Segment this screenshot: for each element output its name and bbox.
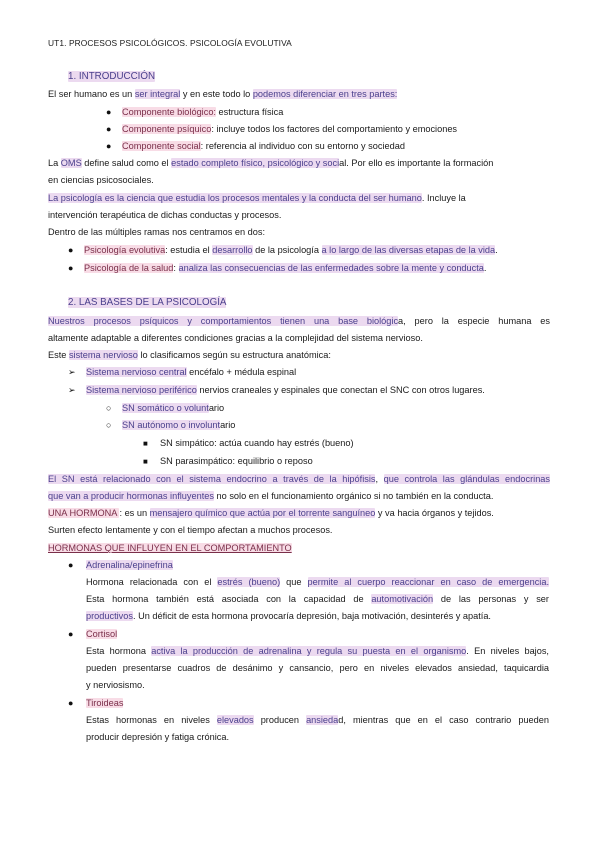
text-run: ario xyxy=(220,420,236,430)
highlight-run: OMS xyxy=(60,158,82,168)
hormone-definition xyxy=(48,507,494,520)
highlight-run: ser integral xyxy=(134,89,181,99)
text-run: Esta hormona xyxy=(86,646,152,656)
bullet-dot-icon: ● xyxy=(68,263,74,273)
branches-intro: Dentro de las múltiples ramas nos centramos en dos: xyxy=(48,227,266,237)
biological-base-paragraph xyxy=(48,315,550,328)
psychology-definition-cont: intervención terapéutica de dichas conductas y procesos. xyxy=(48,210,282,220)
text-run: que xyxy=(280,577,308,587)
bullet-arrow-icon: ➢ xyxy=(68,385,76,395)
text-run: Estas hormonas en niveles xyxy=(86,715,217,725)
text-run: . Incluye la xyxy=(421,193,466,203)
bullet-square-icon: ■ xyxy=(143,457,148,466)
highlight-run: Adrenalina/epinefrina xyxy=(86,560,173,570)
highlight-run: ansieda xyxy=(306,715,339,725)
text-run: : xyxy=(173,263,179,273)
highlight-run: Nuestros procesos psíquicos y comportamientos tienen una base biológic xyxy=(48,316,399,326)
text-run: : incluye todos los factores del comportamiento y emociones xyxy=(211,124,458,134)
highlight-run: mensajero químico que actúa por el torrente sanguíneo xyxy=(149,508,376,518)
highlight-run: permite al cuerpo reaccionar en caso de emergencia. xyxy=(307,577,549,587)
highlight-run: elevados xyxy=(216,715,254,725)
text-run: . xyxy=(495,245,498,255)
section-2-heading xyxy=(68,296,226,309)
text-run: define salud como el xyxy=(81,158,172,168)
bullet-dot-icon: ● xyxy=(68,698,74,708)
highlight-run: estrés (bueno) xyxy=(217,577,281,587)
highlight-run: podemos diferenciar en tres partes: xyxy=(252,89,398,99)
text-run: : es un xyxy=(119,508,150,518)
text-run: de las personas y ser xyxy=(433,594,549,604)
text-run: y va hacia órganos y tejidos. xyxy=(375,508,494,518)
highlight-run: Sistema nervioso central xyxy=(86,367,187,377)
text-run: La xyxy=(48,158,61,168)
text-run: de la psicología xyxy=(252,245,322,255)
highlight-run: sistema nervioso xyxy=(68,350,138,360)
text-run: , xyxy=(375,474,384,484)
text-run: y en este todo lo xyxy=(180,89,253,99)
component-item xyxy=(122,123,457,136)
hormones-heading xyxy=(48,542,292,555)
highlight-run: que van a producir hormonas influyentes xyxy=(48,491,214,501)
text-run: lo clasificamos según su estructura anatómica: xyxy=(137,350,331,360)
component-item xyxy=(122,106,283,119)
highlight-run: Psicología evolutiva xyxy=(84,245,166,255)
text-run: Hormona relacionada con el xyxy=(86,577,218,587)
adrenalina-line-1 xyxy=(86,576,549,589)
hormone-title-adrenalina xyxy=(86,559,173,572)
text-run: . Un déficit de esta hormona provocaría depresión, baja motivación, desinterés y apatía. xyxy=(132,611,491,621)
text-run: . xyxy=(483,263,487,273)
bullet-arrow-icon: ➢ xyxy=(68,367,76,377)
highlight-run: activa la producción de adrenalina y regula su puesta en el organismo xyxy=(151,646,467,656)
highlight-run: El SN está relacionado con el sistema endocrino a través de la hipófisis xyxy=(48,474,376,484)
endocrine-paragraph-cont xyxy=(48,490,493,503)
psychology-definition xyxy=(48,192,466,205)
hormone-title-cortisol xyxy=(86,628,117,641)
bullet-dot-icon: ● xyxy=(106,107,112,117)
highlight-run: Tiroideas xyxy=(86,698,124,708)
highlight-run: SN somático o volunt xyxy=(122,403,209,413)
intro-paragraph xyxy=(48,88,397,101)
autonomic-item xyxy=(122,419,235,432)
oms-paragraph-cont: en ciencias psicosociales. xyxy=(48,175,154,185)
bullet-dot-icon: ● xyxy=(68,245,74,255)
parasympathetic-item: SN parasimpático: equilibrio o reposo xyxy=(160,456,313,466)
snp-item xyxy=(86,384,485,397)
text-run: ario xyxy=(208,403,225,413)
text-run: a, pero la especie humana es xyxy=(398,316,550,326)
highlight-run: a lo largo de las diversas etapas de la vida xyxy=(321,245,496,255)
hormones-heading-text: HORMONAS QUE INFLUYEN EN EL COMPORTAMIENTO xyxy=(48,543,292,553)
text-run: . En niveles bajos, xyxy=(466,646,549,656)
section-2-heading-text: 2. LAS BASES DE LA PSICOLOGÍA xyxy=(68,297,227,308)
highlight-run: Componente biológico: xyxy=(122,107,216,117)
snc-item xyxy=(86,366,296,379)
biological-base-paragraph-cont: altamente adaptable a diferentes condiciones gracias a la complejidad del sistema nervioso. xyxy=(48,333,423,343)
text-run: producen xyxy=(253,715,307,725)
highlight-run: SN autónomo o involunt xyxy=(122,420,221,430)
highlight-run: productivos xyxy=(86,611,133,621)
hormone-title-tiroideas xyxy=(86,697,123,710)
highlight-run: Sistema nervioso periférico xyxy=(86,385,197,395)
adrenalina-line-3 xyxy=(86,610,491,623)
highlight-run: automotivación xyxy=(371,594,434,604)
bullet-dot-icon: ● xyxy=(68,629,74,639)
document-title: UT1. PROCESOS PSICOLÓGICOS. PSICOLOGÍA EVOLUTIVA xyxy=(48,38,292,48)
text-run: Este xyxy=(48,350,69,360)
text-run: estructura física xyxy=(215,107,284,117)
text-run: al. Por ello es importante la formación xyxy=(339,158,494,168)
cortisol-line-2: pueden presentarse cuadros de desánimo y cansancio, pero en niveles elevados ansiedad, taquicardia xyxy=(86,663,549,673)
cortisol-line-3: y nerviosismo. xyxy=(86,680,145,690)
highlight-run: Cortisol xyxy=(86,629,118,639)
highlight-run: Componente social xyxy=(122,141,201,151)
highlight-run: UNA HORMONA xyxy=(48,508,120,518)
tiroideas-line-2: producir depresión y fatiga crónica. xyxy=(86,732,229,742)
endocrine-paragraph xyxy=(48,473,550,486)
highlight-run: estado completo físico, psicológico y soci xyxy=(171,158,340,168)
section-1-heading-text: 1. INTRODUCCIÓN xyxy=(68,71,156,82)
bullet-circle-icon: ○ xyxy=(106,403,112,413)
adrenalina-line-2 xyxy=(86,593,549,606)
branch-item-salud xyxy=(84,262,486,275)
text-run: no solo en el funcionamiento orgánico si no también en la conducta. xyxy=(214,491,494,501)
highlight-run: La psicología es la ciencia que estudia los procesos mentales y la conducta del ser humano xyxy=(48,193,422,203)
bullet-circle-icon: ○ xyxy=(106,420,112,430)
text-run: : estudia el xyxy=(165,245,213,255)
highlight-run: que controla las glándulas endocrinas xyxy=(383,474,551,484)
bullet-dot-icon: ● xyxy=(106,124,112,134)
cortisol-line-1 xyxy=(86,645,549,658)
text-run: Esta hormona también está asociada con la capacidad de xyxy=(86,594,372,604)
text-run: : referencia al individuo con su entorno y sociedad xyxy=(200,141,405,151)
nervous-system-intro xyxy=(48,349,331,362)
highlight-run: desarrollo xyxy=(212,245,253,255)
bullet-dot-icon: ● xyxy=(68,560,74,570)
bullet-dot-icon: ● xyxy=(106,141,112,151)
highlight-run: Componente psíquico xyxy=(122,124,212,134)
text-run: nervios craneales y espinales que conectan el SNC con otros lugares. xyxy=(196,385,485,395)
tiroideas-line-1 xyxy=(86,714,549,727)
section-1-heading xyxy=(68,70,155,83)
sympathetic-item: SN simpático: actúa cuando hay estrés (bueno) xyxy=(160,438,354,448)
text-run: El ser humano es un xyxy=(48,89,135,99)
component-item xyxy=(122,140,405,153)
somatic-item xyxy=(122,402,224,415)
branch-item-evolutiva xyxy=(84,244,498,257)
bullet-square-icon: ■ xyxy=(143,439,148,448)
text-run: encéfalo + médula espinal xyxy=(186,367,297,377)
highlight-run: analiza las consecuencias de las enfermedades sobre la mente y conducta xyxy=(178,263,484,273)
hormone-definition-cont: Surten efecto lentamente y con el tiempo afectan a muchos procesos. xyxy=(48,525,333,535)
oms-paragraph xyxy=(48,157,493,170)
text-run: d, mientras que en el caso contrario pueden xyxy=(338,715,549,725)
highlight-run: Psicología de la salud xyxy=(84,263,174,273)
